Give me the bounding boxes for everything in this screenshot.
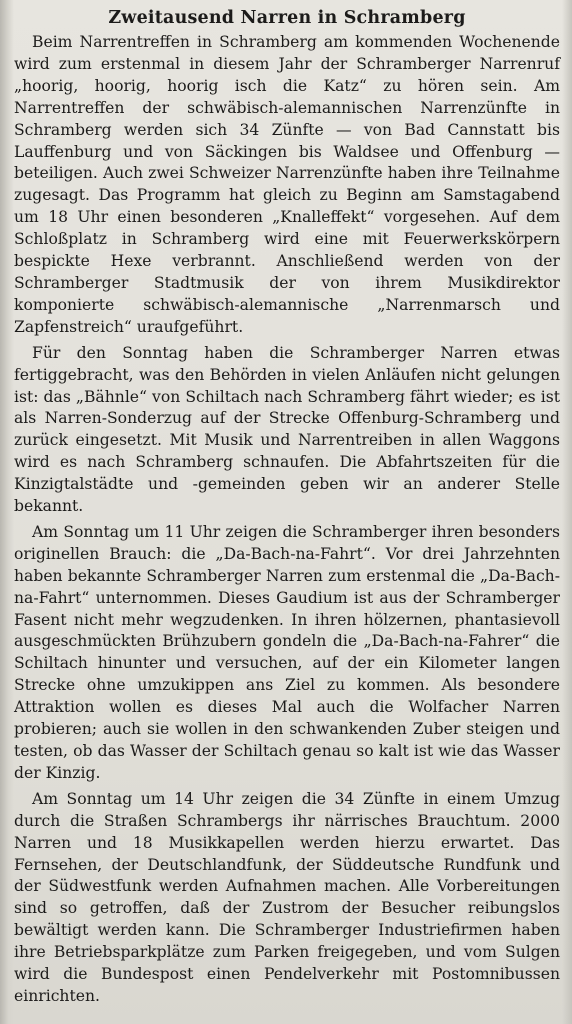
clipping-right-edge	[562, 0, 572, 1024]
article-paragraph-2: Für den Sonntag haben die Schramberger Narren etwas fertiggebracht, was den Behörden in vielen Anläufen nicht gelungen ist: das „Bähnle“ von Schiltach nach Schramberg fährt wieder; es ist als Narren-Sonderzug auf der Strecke Offenburg-Schramberg und zurück eingesetzt. Mit Musik und Narrentreiben in allen Waggons wird es nach Schramberg schnaufen. Die Abfahrtszeiten für die Kinzigtalstädte und -gemeinden geben wir an anderer Stelle bekannt.	[14, 343, 560, 516]
article-paragraph-4: Am Sonntag um 14 Uhr zeigen die 34 Zünfte in einem Umzug durch die Straßen Schrambergs ihr närrisches Brauchtum. 2000 Narren und 18 Musikkapellen werden hierzu erwartet. Das Fernsehen, der Deutschlandfunk, der Süddeutsche Rundfunk und der Südwestfunk werden Aufnahmen machen. Alle Vorbereitungen sind so getroffen, daß der Zustrom der Besucher reibungslos bewältigt werden kann. Die Schramberger Industriefirmen haben ihre Betriebsparkplätze zum Parken freigegeben, und vom Sulgen wird die Bundespost einen Pendelverkehr mit Postomnibussen einrichten.	[14, 789, 560, 1005]
clipping-left-edge	[0, 0, 14, 1024]
article-paragraph-1: Beim Narrentreffen in Schramberg am kommenden Wochenende wird zum erstenmal in diesem Jahr der Schramberger Narrenruf „hoorig, hoorig, hoorig isch die Katz“ zu hören sein. Am Narrentreffen der schwäbisch-alemannischen Narrenzünfte in Schramberg werden sich 34 Zünfte — von Bad Cannstatt bis Lauffenburg und von Säckingen bis Waldsee und Offenburg — beteiligen. Auch zwei Schweizer Narrenzünfte haben ihre Teilnahme zugesagt. Das Programm hat gleich zu Beginn am Samstagabend um 18 Uhr einen besonderen „Knalleffekt“ vorgesehen. Auf dem Schloßplatz in Schramberg wird eine mit Feuerwerkskörpern bespickte Hexe verbrannt. Anschließend werden von der Schramberger Stadtmusik der von ihrem Musikdirektor komponierte schwäbisch-alemannische „Narrenmarsch und Zapfenstreich“ uraufgeführt.	[14, 33, 560, 336]
article	[14, 6, 560, 1012]
article-headline: Zweitausend Narren in Schramberg	[108, 8, 466, 28]
article-paragraph-3: Am Sonntag um 11 Uhr zeigen die Schramberger ihren besonders originellen Brauch: die „Da-Bach-na-Fahrt“. Vor drei Jahrzehnten haben bekannte Schramberger Narren zum erstenmal die „Da-Bach-na-Fahrt“ unternommen. Dieses Gaudium ist aus der Schramberger Fasent nicht mehr wegzudenken. In ihren hölzernen, phantasievoll ausgeschmückten Brühzubern gondeln die „Da-Bach-na-Fahrer“ die Schiltach hinunter und versuchen, auf der ein Kilometer langen Strecke ohne umzukippen ans Ziel zu kommen. Als besondere Attraktion wollen es dieses Mal auch die Wolfacher Narren probieren; auch sie wollen in den schwankenden Zuber steigen und testen, ob das Wasser der Schiltach genau so kalt ist wie das Wasser der Kinzig.	[14, 522, 560, 782]
